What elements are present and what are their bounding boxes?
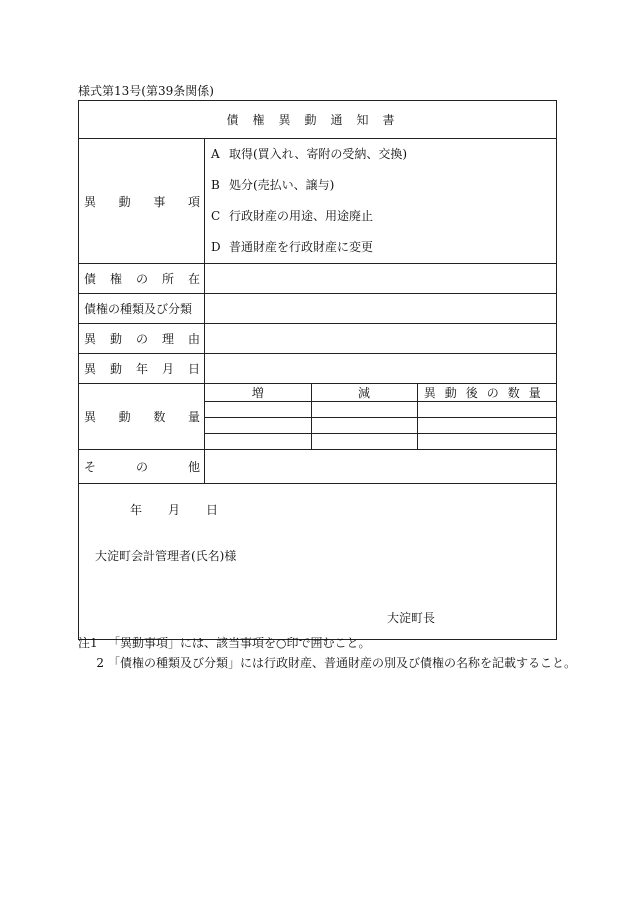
reason-field[interactable] (205, 324, 557, 354)
issuer: 大淀町長 (387, 611, 436, 625)
change-item-option-b[interactable]: B 処分(売払い、譲与) (211, 178, 335, 192)
reason-label: 異 動 の 理 由 (79, 324, 205, 354)
change-item-options (205, 139, 557, 264)
location-field[interactable] (205, 264, 557, 294)
date-label: 異 動 年 月 日 (79, 354, 205, 384)
quantity-label: 異 動 数 量 (79, 384, 205, 450)
note-item: 注1 「異動事項」には、該当事項を○印で囲むこと。 (78, 636, 371, 650)
signature-block (79, 484, 557, 640)
after-quantity-cell[interactable] (417, 434, 556, 450)
decrease-cell[interactable] (311, 402, 417, 418)
increase-cell[interactable] (205, 402, 311, 418)
other-field[interactable] (205, 450, 557, 484)
decrease-cell[interactable] (311, 418, 417, 434)
change-item-label: 異 動 事 項 (79, 139, 205, 264)
other-label: そ の 他 (79, 450, 205, 484)
note-item: 2 「債権の種類及び分類」には行政財産、普通財産の別及び債権の名称を記載すること。 (96, 656, 577, 670)
addressee: 大淀町会計管理者(氏名)様 (95, 549, 237, 563)
date-month: 月 (168, 503, 181, 517)
change-item-option-d[interactable]: D 普通財産を行政財産に変更 (211, 240, 374, 254)
after-quantity-header: 異動後の数量 (417, 384, 556, 402)
after-quantity-cell[interactable] (417, 402, 556, 418)
quantity-grid (205, 384, 557, 450)
change-notice-form (78, 100, 557, 640)
increase-cell[interactable] (205, 418, 311, 434)
location-label: 債 権 の 所 在 (79, 264, 205, 294)
notes (78, 633, 576, 673)
decrease-header: 減 (311, 384, 417, 402)
date-year: 年 (130, 503, 143, 517)
date-field[interactable] (205, 354, 557, 384)
kind-label: 債権の種類及び分類 (79, 294, 205, 324)
date-day: 日 (206, 503, 219, 517)
decrease-cell[interactable] (311, 434, 417, 450)
form-title: 債権異動通知書 (79, 101, 557, 139)
kind-field[interactable] (205, 294, 557, 324)
change-item-option-c[interactable]: C 行政財産の用途、用途廃止 (211, 209, 374, 223)
form-caption: 様式第13号(第39条関係) (78, 84, 214, 98)
signature-date (130, 501, 244, 518)
change-item-option-a[interactable]: A 取得(買入れ、寄附の受納、交換) (211, 147, 408, 161)
increase-header: 増 (205, 384, 311, 402)
after-quantity-cell[interactable] (417, 418, 556, 434)
increase-cell[interactable] (205, 434, 311, 450)
